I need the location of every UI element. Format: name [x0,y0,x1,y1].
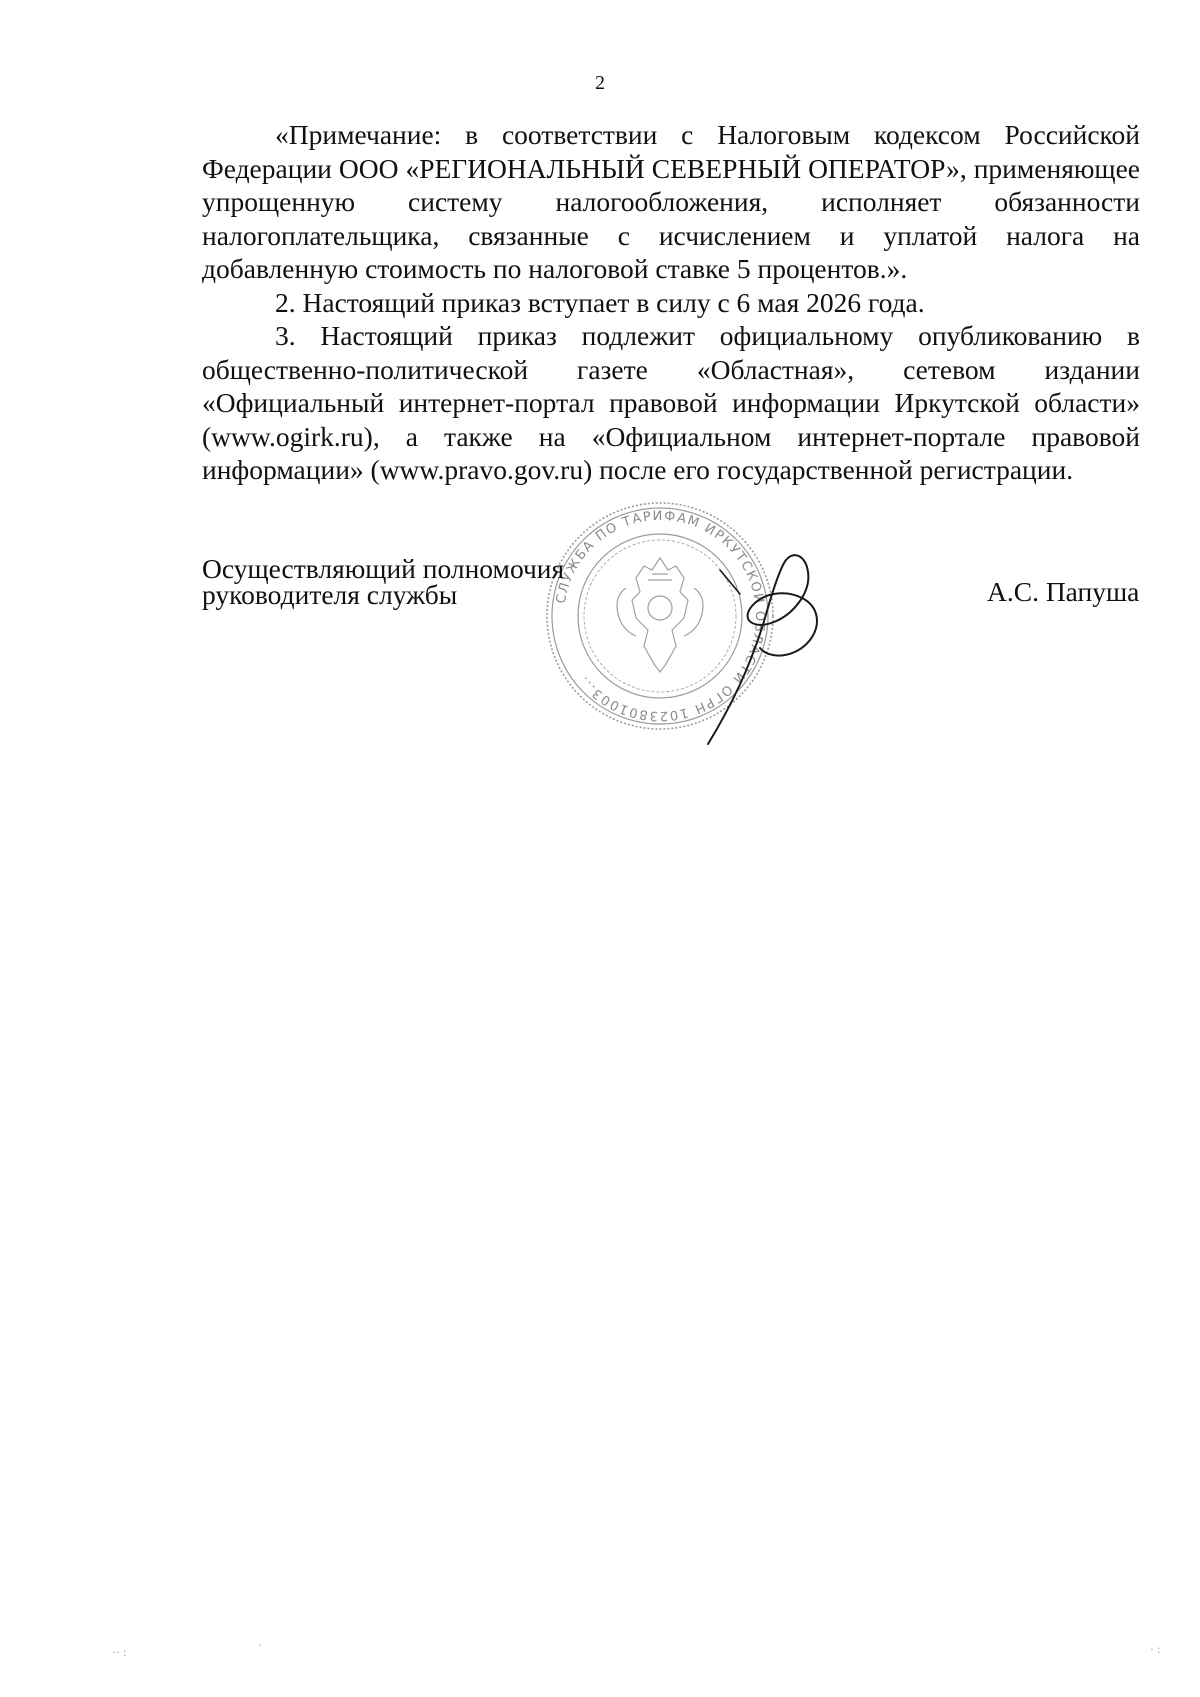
document-body [202,118,1140,487]
note-paragraph: «Примечание: в соответствии с Налоговым кодексом Российской Федерации ООО «РЕГИОНАЛЬНЫЙ СЕВЕРНЫЙ ОПЕРАТОР», применяющее упрощенную систему налогообложения, исполняет обязанности налогоплательщика, связанные с исчислением и уплатой налога на добавленную стоимость по налоговой ставке 5 процентов.». [202,119,1140,284]
publication-paragraph: 3. Настоящий приказ подлежит официальному опубликованию в общественно-политической газете «Областная», сетевом издании «Официальный интернет-портал правовой информации Иркутской области» (www.ogirk.ru), а также на «Официальном интернет-портале правовой информации» (www.pravo.gov.ru) после его государственной регистрации. [202,320,1140,485]
signatory-name: А.С. Папуша [987,576,1140,607]
page-number: 2 [595,72,605,94]
signatory-position-line1: Осуществляющий полномочия [202,553,565,584]
signatory-position [202,553,565,610]
scan-artifact: ·· : [112,1645,127,1659]
signatory-position-line2: руководителя службы [202,579,458,610]
handwritten-signature-icon [690,548,840,748]
effective-date-paragraph: 2. Настоящий приказ вступает в силу с 6 мая 2026 года. [275,286,925,318]
scan-artifact: · : [1150,1642,1161,1656]
seal-text: СЛУЖБА ПО ТАРИФАМ ИРКУТСКОЙ ОБЛАСТИ ОГРН 1023801003... [553,508,768,724]
scan-artifact: · [258,1638,262,1652]
